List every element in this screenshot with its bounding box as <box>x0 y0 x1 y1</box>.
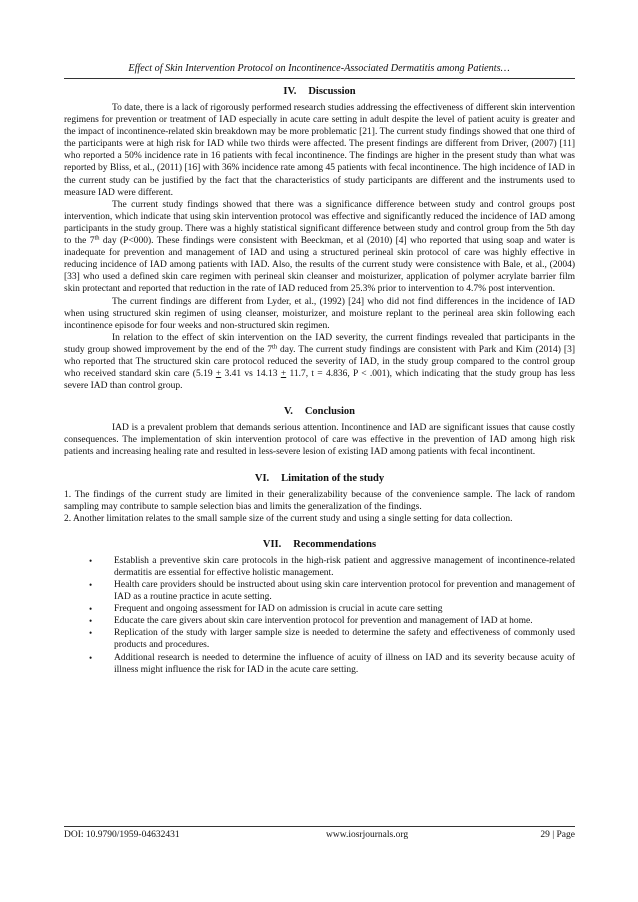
footer-doi: DOI: 10.9790/1959-04632431 <box>64 830 180 840</box>
recommendations-title: Recommendations <box>293 538 377 550</box>
conclusion-title: Conclusion <box>304 406 356 418</box>
list-item: • Replication of the study with larger sample size is needed to determine the safety and effectiveness of commonly used products and procedures. <box>89 628 575 651</box>
conclusion-number: V. <box>283 406 293 418</box>
list-item: • Health care providers should be instructed about using skin care intervention protocol for prevention and management of IAD as a routine practice in acute setting. <box>89 580 575 603</box>
limitation-item-2: 2. Another limitation relates to the small sample size of the current study and using a single setting for data collection. <box>64 513 513 524</box>
discussion-paragraph-4: In relation to the effect of skin intervention on the IAD severity, the current findings revealed that participants in the study group showed improvement by the end of the 7th day. The current study findings are consistent with Park and Kim (2014) [3] who reported that The structured skin care protocol reduced the severity of IAD, in the study group compared to the control group who received standard skin care (5.19 + 3.41 vs 14.13 + 11.7, t = 4.836, P < .001), which indicating that the study group has less severe IAD than control group. <box>64 332 575 392</box>
header-rule <box>64 78 575 79</box>
discussion-paragraph-3: The current findings are different from Lyder, et al., (1992) [24] who did not find differences in the incidence of IAD when using structured skin regimen of using cleanser, moisturizer, and moisture replant to the perineal area skin following each incontinence episode for four weeks and non-structured skin regimen. <box>64 296 575 331</box>
footer-page-number: 29 | Page <box>540 830 575 840</box>
recommendations-heading <box>64 538 575 552</box>
conclusion-paragraph: IAD is a prevalent problem that demands serious attention. Incontinence and IAD are significant issues that cause costly consequences. The implementation of skin intervention protocol of care was effective in the prevention of IAD among high risk patients and increasing healing rate and resulted in less-severe lesion of existing IAD among patients with fecal incontinent. <box>64 423 575 458</box>
footer-website: www.iosrjournals.org <box>326 830 409 840</box>
discussion-paragraph-2: The current study findings showed that there was a significance difference between study and control groups post intervention, which indicate that using skin intervention protocol was effective and significantly reduced the incidence of IAD among participants in the study group. There was a highly statistical significant difference between study and control group from the 5th day to the 7th day (P<000). These findings were consistent with Beeckman, et al (2010) [4] who reported that using soap and water is inadequate for prevention and management of IAD and using a structured perineal skin protocol of care was highly effective in reducing incidence of IAD among patients with IAD. Also, the results of the current study were consistence with Bale, et al., (2004) [33] who used a defined skin care regimen with perineal skin cleanser and moisturizer, application of polymer acrylate barrier film skin protectant and reported that reduction in the rate of IAD reduced from 25.3% prior to intervention to 4.7% post intervention. <box>64 199 575 295</box>
plus-minus-sign: + <box>215 369 222 380</box>
plus-minus-sign: + <box>280 369 287 380</box>
list-item: • Establish a preventive skin care protocols in the high-risk patient and aggressive management of incontinence-related dermatitis are essential for effective holistic management. <box>89 555 575 578</box>
discussion-title: Discussion <box>308 86 356 97</box>
page-content <box>64 81 575 676</box>
limitation-item-1: 1. The findings of the current study are limited in their generalizability because of the convenience sample. The lack of random sampling may contribute to sample selection bias and limits the generalization of the findings. <box>64 489 575 512</box>
bullet-icon: • <box>89 652 93 663</box>
discussion-number: IV. <box>283 86 297 97</box>
bullet-icon: • <box>89 580 93 590</box>
footer-rule <box>64 826 575 827</box>
list-item: • Additional research is needed to determine the influence of acuity of illness on IAD and its severity because acuity of illness might influence the risk for IAD in the acute care setting. <box>89 652 575 675</box>
recommendations-number: VII. <box>262 538 282 550</box>
bullet-icon: • <box>89 616 93 627</box>
discussion-paragraph-1: To date, there is a lack of rigorously performed research studies addressing the effectiveness of different skin intervention regimens for prevention or treatment of IAD especially in acute care setting in adult despite the level of patient acuity is greater and the impact of incontinence-related skin breakdown may be more problematic [21]. The current study findings showed that one third of the participants were at high risk for IAD while two thirds were affected. The present findings are different from Driver, (2007) [11] who reported a 50% incidence rate in 16 patients with fecal incontinence. The findings are higher in the present study than what was reported by Bliss, et al., (2011) [16] with 36% incidence rate among 45 patients with fecal incontinence. The high incidence of IAD in the current study can be justified by the fact that the characteristics of study participants are different and the instruments used to measure IAD were different. <box>64 103 575 198</box>
limitation-title: Limitation of the study <box>281 472 385 484</box>
running-title: Effect of Skin Intervention Protocol on Incontinence-Associated Dermatitis among Patients… <box>128 63 510 74</box>
conclusion-heading <box>64 405 575 419</box>
bullet-icon: • <box>89 604 93 615</box>
list-item: • Educate the care givers about skin care intervention protocol for prevention and management of IAD at home. <box>89 616 533 627</box>
limitation-heading <box>64 472 575 486</box>
recommendations-list <box>64 555 575 676</box>
limitation-number: VI. <box>254 472 270 484</box>
discussion-heading <box>64 85 575 99</box>
list-item: • Frequent and ongoing assessment for IAD on admission is crucial in acute care setting <box>89 604 443 615</box>
bullet-icon: • <box>89 628 93 639</box>
bullet-icon: • <box>89 555 93 566</box>
